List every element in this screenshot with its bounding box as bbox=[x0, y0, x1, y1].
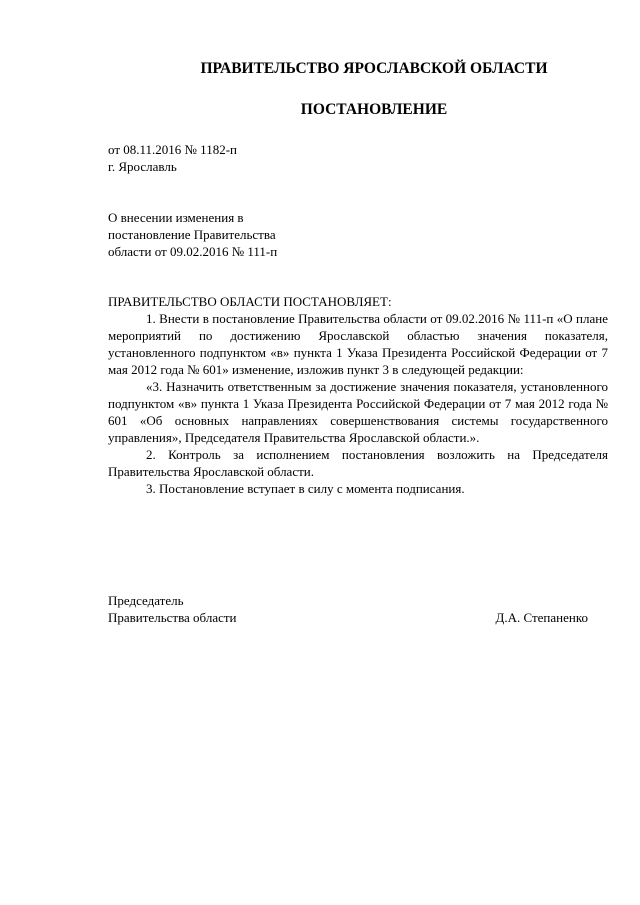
city: г. Ярославль bbox=[108, 159, 177, 174]
subject-line: О внесении изменения в bbox=[108, 210, 244, 225]
subject-line: постановление Правительства bbox=[108, 227, 276, 242]
document-type: ПОСТАНОВЛЕНИЕ bbox=[300, 101, 448, 118]
document-body bbox=[108, 293, 608, 497]
signatory-title-line1: Председатель bbox=[108, 593, 184, 608]
document-subject bbox=[108, 209, 358, 260]
organization-title: ПРАВИТЕЛЬСТВО ЯРОСЛАВСКОЙ ОБЛАСТИ bbox=[200, 60, 548, 77]
item-3: 3. Постановление вступает в силу с момента подписания. bbox=[146, 481, 465, 496]
item-1: 1. Внести в постановление Правительства области от 09.02.2016 № 111-п «О плане мероприятий по достижению Ярославской областью значения показателя, установленного подпунктом «в» пункта 1 Указа Президента Российской Федерации от 7 мая 2012 года № 601» изменение, изложив пункт 3 в следующей редакции: bbox=[108, 311, 608, 377]
signatory-title-line2: Правительства области bbox=[108, 610, 237, 625]
signature-row bbox=[108, 609, 588, 626]
document-meta bbox=[108, 141, 237, 175]
item-2: 2. Контроль за исполнением постановления возложить на Председателя Правительства Ярославской области. bbox=[108, 447, 608, 479]
subject-line: области от 09.02.2016 № 111-п bbox=[108, 244, 278, 259]
signature-block bbox=[108, 592, 588, 626]
signatory-name: Д.А. Степаненко bbox=[495, 610, 588, 625]
item-1-quote: «3. Назначить ответственным за достижение значения показателя, установленного подпунктом «в» пункта 1 Указа Президента Российской Федерации от 7 мая 2012 года № 601 «Об основных направлениях совершенствования системы государственного управления», Председателя Правительства Ярославской области.». bbox=[108, 379, 608, 445]
date-number: от 08.11.2016 № 1182-п bbox=[108, 142, 237, 157]
preamble: ПРАВИТЕЛЬСТВО ОБЛАСТИ ПОСТАНОВЛЯЕТ: bbox=[108, 294, 392, 309]
